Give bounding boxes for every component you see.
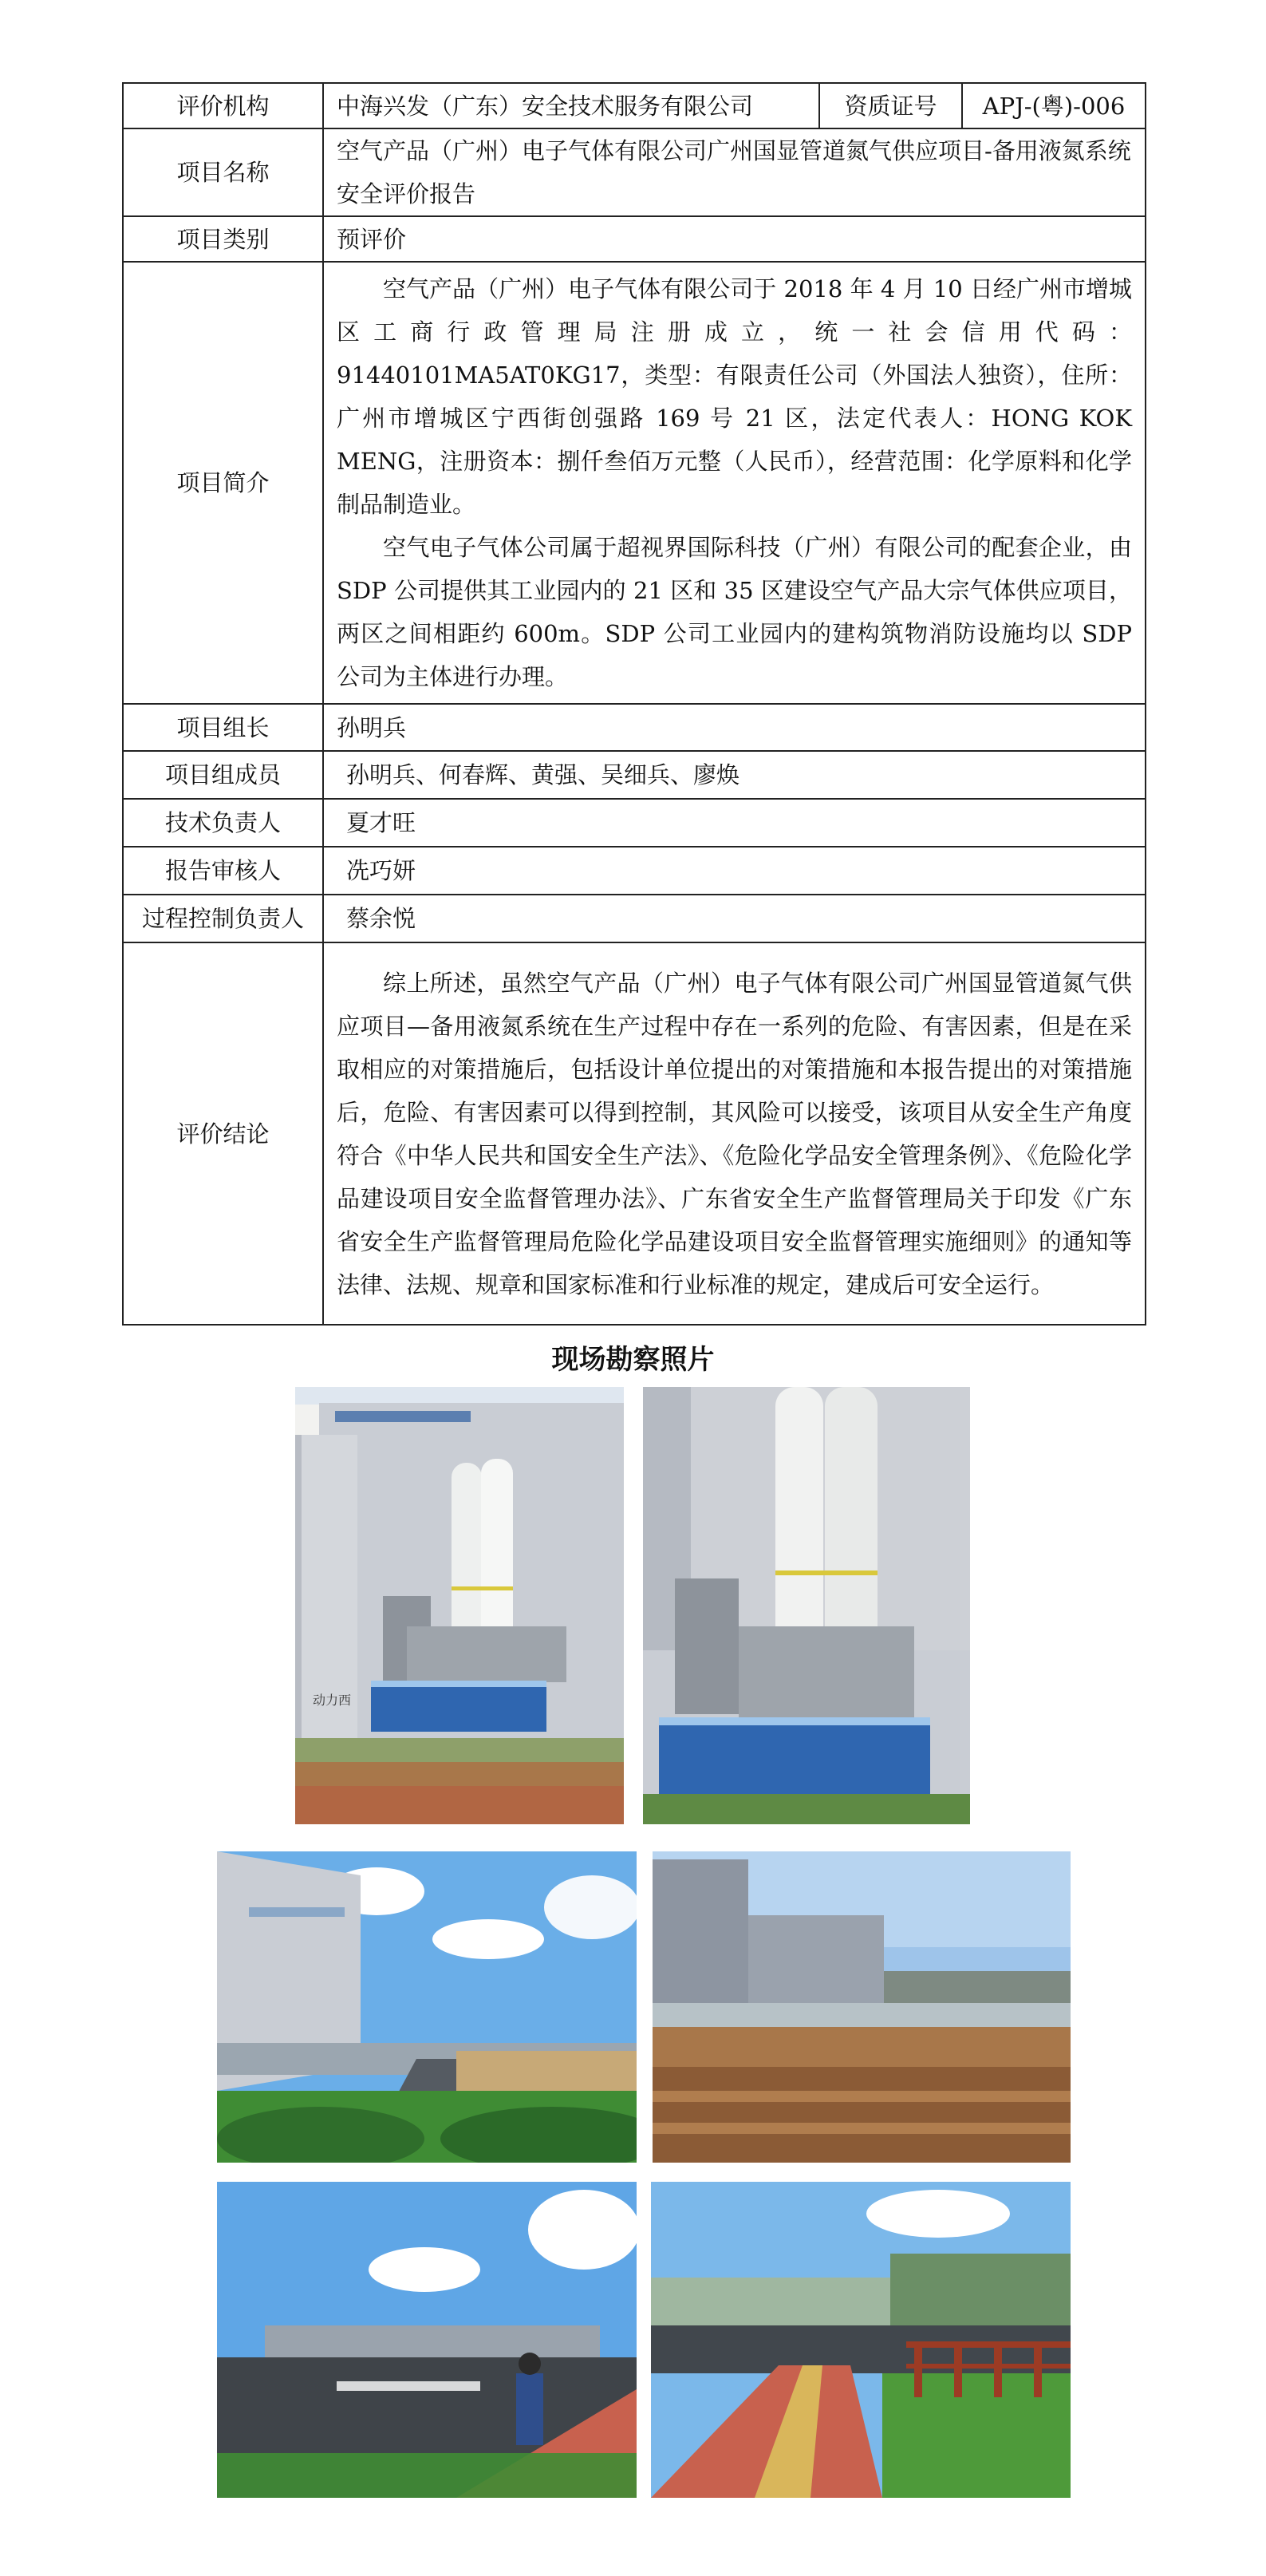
intro-paragraph-2: 空气电子气体公司属于超视界国际科技（广州）有限公司的配套企业，由 SDP 公司提供其工业园内的 21 区和 35 区建设空气产品大宗气体供应项目，两区之间相距约 600m。SDP 公司工业园内的建构筑物消防设施均以 SDP 公司为主体进行办理。 [337, 534, 1132, 690]
site-photo-path [651, 2182, 1071, 2498]
project-name-label: 项目名称 [123, 128, 323, 216]
site-photo-road-1 [217, 1851, 637, 2163]
conclusion-text: 综上所述，虽然空气产品（广州）电子气体有限公司广州国显管道氮气供应项目—备用液氮系统在生产过程中存在一系列的危险、有害因素，但是在采取相应的对策措施后，包括设计单位提出的对策措施和本报告提出的对策措施后，危险、有害因素可以得到控制，其风险可以接受，该项目从安全生产角度符合《中华人民共和国安全生产法》、《危险化学品安全管理条例》、《危险化学品建设项目安全监督管理办法》、广东省安全生产监督管理局关于印发《广东省安全生产监督管理局危险化学品建设项目安全监督管理实施细则》的通知等法律、法规、规章和国家标准和行业标准的规定，建成后可安全运行。 [337, 969, 1132, 1298]
leader-value: 孙明兵 [323, 704, 1146, 751]
site-photo-field-1 [653, 1851, 1071, 2163]
reviewer-value: 冼巧妍 [323, 847, 1146, 895]
leader-label: 项目组长 [123, 704, 323, 751]
org-label: 评价机构 [123, 83, 323, 128]
members-value: 孙明兵、何春辉、黄强、吴细兵、廖焕 [323, 751, 1146, 799]
tech-lead-label: 技术负责人 [123, 799, 323, 847]
conclusion-label: 评价结论 [123, 942, 323, 1325]
cert-value: APJ-(粤)-006 [962, 83, 1146, 128]
project-intro-label: 项目简介 [123, 262, 323, 704]
site-photo-tanks-2 [643, 1387, 970, 1824]
members-label: 项目组成员 [123, 751, 323, 799]
process-control-label: 过程控制负责人 [123, 895, 323, 942]
process-control-value: 蔡余悦 [323, 895, 1146, 942]
project-intro-value [323, 262, 1146, 704]
site-photo-tanks-1 [295, 1387, 624, 1824]
photos-title: 现场勘察照片 [551, 1344, 715, 1376]
conclusion-value [323, 942, 1146, 1325]
reviewer-label: 报告审核人 [123, 847, 323, 895]
project-name-value: 空气产品（广州）电子气体有限公司广州国显管道氮气供应项目-备用液氮系统安全评价报告 [323, 128, 1146, 216]
tech-lead-value: 夏才旺 [323, 799, 1146, 847]
cert-label: 资质证号 [819, 83, 962, 128]
building-sign: 动力西 [313, 1693, 352, 1708]
evaluation-info-table [122, 82, 1146, 1326]
org-value: 中海兴发（广东）安全技术服务有限公司 [323, 83, 819, 128]
intro-paragraph-1: 空气产品（广州）电子气体有限公司于 2018 年 4 月 10 日经广州市增城区工商行政管理局注册成立，统一社会信用代码：91440101MA5AT0KG17，类型：有限责任公司（外国法人独资），住所：广州市增城区宁西街创强路 169 号 21 区，法定代表人：HONG KOK MENG，注册资本：捌仟叁佰万元整（人民币），经营范围：化学原料和化学制品制造业。 [337, 275, 1132, 518]
project-type-value: 预评价 [323, 216, 1146, 262]
site-photo-road-2 [217, 2182, 637, 2498]
project-type-label: 项目类别 [123, 216, 323, 262]
